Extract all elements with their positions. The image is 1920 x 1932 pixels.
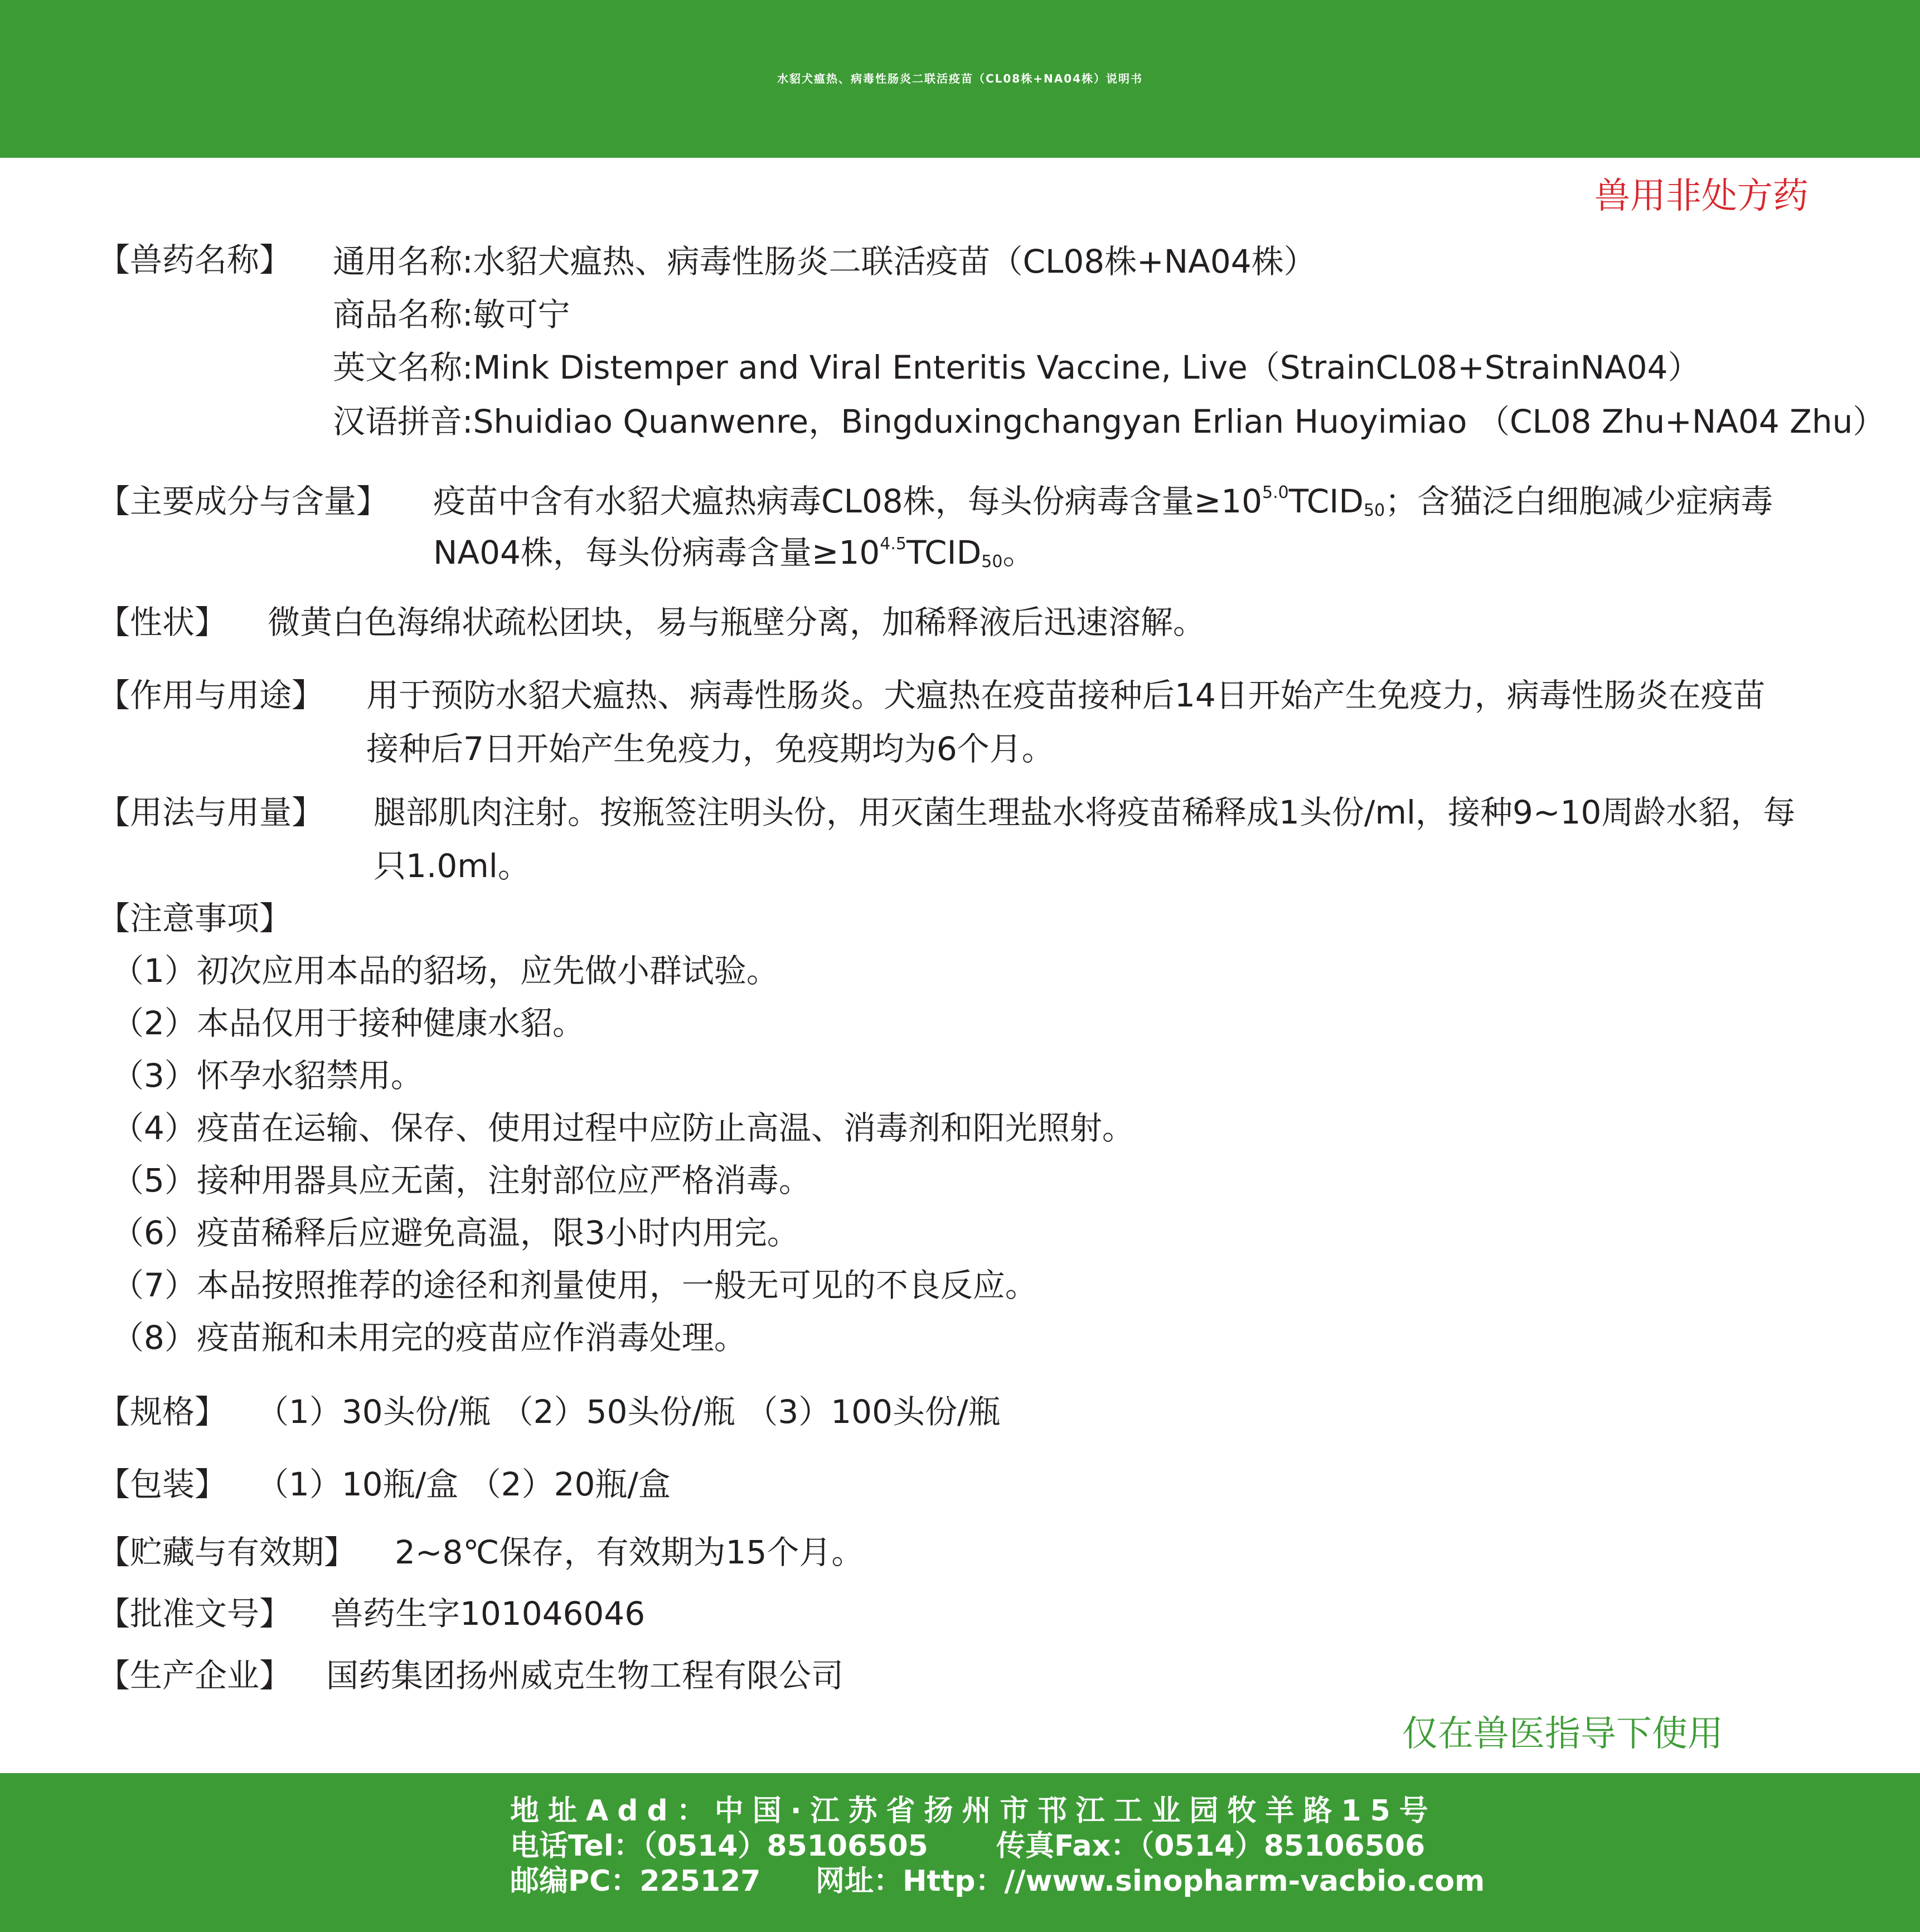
footer-website[interactable]: 网址：Http：//www.sinopharm-vacbio.com (816, 1865, 1485, 1898)
precaution-item: （2）本品仅用于接种健康水貂。 (111, 1004, 585, 1042)
precaution-item: （3）怀孕水貂禁用。 (111, 1057, 423, 1095)
footer-fax: 传真Fax：（0514）85106506 (996, 1829, 1426, 1863)
package-text: （1）10瓶/盒 （2）20瓶/盒 (256, 1465, 671, 1503)
footer-address: 地址Add：中国·江苏省扬州市邗江工业园牧羊路15号 (510, 1794, 1437, 1828)
document-title: 水貂犬瘟热、病毒性肠炎二联活疫苗（CL08株+NA04株）说明书 (777, 72, 1143, 85)
indication-line-1: 用于预防水貂犬瘟热、病毒性肠炎。犬瘟热在疫苗接种后14日开始产生免疫力，病毒性肠炎在疫苗 (366, 676, 1766, 714)
vet-guidance-note: 仅在兽医指导下使用 (1402, 1713, 1723, 1755)
precautions-section-label: 【注意事项】 (98, 899, 292, 937)
composition-section-label: 【主要成分与含量】 (98, 482, 389, 520)
english-name: 英文名称:Mink Distemper and Viral Enteritis Vaccine, Live（StrainCL08+StrainNA04） (333, 348, 1700, 386)
precaution-item: （1）初次应用本品的貂场，应先做小群试验。 (111, 952, 779, 990)
precaution-item: （6）疫苗稀释后应避免高温，限3小时内用完。 (111, 1214, 799, 1252)
approval-section-label: 【批准文号】 (98, 1595, 292, 1633)
manufacturer-name: 国药集团扬州威克生物工程有限公司 (326, 1657, 844, 1694)
dosage-line-2: 只1.0ml。 (374, 847, 530, 885)
precaution-item: （4）疫苗在运输、保存、使用过程中应防止高温、消毒剂和阳光照射。 (111, 1109, 1134, 1147)
appearance-section-label: 【性状】 (98, 603, 227, 641)
precaution-item: （8）疫苗瓶和未用完的疫苗应作消毒处理。 (111, 1319, 746, 1357)
name-section-label: 【兽药名称】 (98, 241, 292, 279)
specification-section-label: 【规格】 (98, 1393, 227, 1431)
precaution-item: （7）本品按照推荐的途径和剂量使用，一般无可见的不良反应。 (111, 1266, 1037, 1304)
approval-number: 兽药生字101046046 (331, 1595, 646, 1633)
trade-name: 商品名称:敏可宁 (333, 296, 570, 333)
indication-line-2: 接种后7日开始产生免疫力，免疫期均为6个月。 (366, 730, 1054, 768)
composition-line-1: 疫苗中含有水貂犬瘟热病毒CL08株，每头份病毒含量$\ge 10^{5.0}TCID_{50}$；含猫泛白细胞减少症病毒 (433, 482, 1773, 520)
pinyin-name: 汉语拼音:Shuidiao Quanwenre，Bingduxingchangyan Erlian Huoyimiao （CL08 Zhu+NA04 Zhu） (333, 403, 1885, 440)
dosage-section-label: 【用法与用量】 (98, 793, 324, 831)
generic-name: 通用名称:水貂犬瘟热、病毒性肠炎二联活疫苗（CL08株+NA04株） (333, 243, 1316, 280)
storage-section-label: 【贮藏与有效期】 (98, 1533, 357, 1571)
footer-tel: 电话Tel：（0514）85106505 (510, 1829, 928, 1863)
package-section-label: 【包装】 (98, 1465, 227, 1503)
dosage-line-1: 腿部肌肉注射。按瓶签注明头份，用灭菌生理盐水将疫苗稀释成1头份/ml，接种9~10周龄水貂，每 (374, 793, 1796, 831)
storage-text: 2~8℃保存，有效期为15个月。 (395, 1533, 864, 1571)
otc-label: 兽用非处方药 (1594, 176, 1809, 217)
specification-text: （1）30头份/瓶 （2）50头份/瓶 （3）100头份/瓶 (256, 1393, 1001, 1431)
precaution-item: （5）接种用器具应无菌，注射部位应严格消毒。 (111, 1161, 811, 1199)
indication-section-label: 【作用与用途】 (98, 676, 324, 714)
manufacturer-section-label: 【生产企业】 (98, 1657, 292, 1694)
appearance-text: 微黄白色海绵状疏松团块，易与瓶壁分离，加稀释液后迅速溶解。 (268, 603, 1206, 641)
composition-line-2: NA04株，每头份病毒含量$\ge 10^{4.5}TCID_{50}$。 (433, 534, 1035, 572)
footer-postcode: 邮编PC：225127 (510, 1865, 761, 1898)
